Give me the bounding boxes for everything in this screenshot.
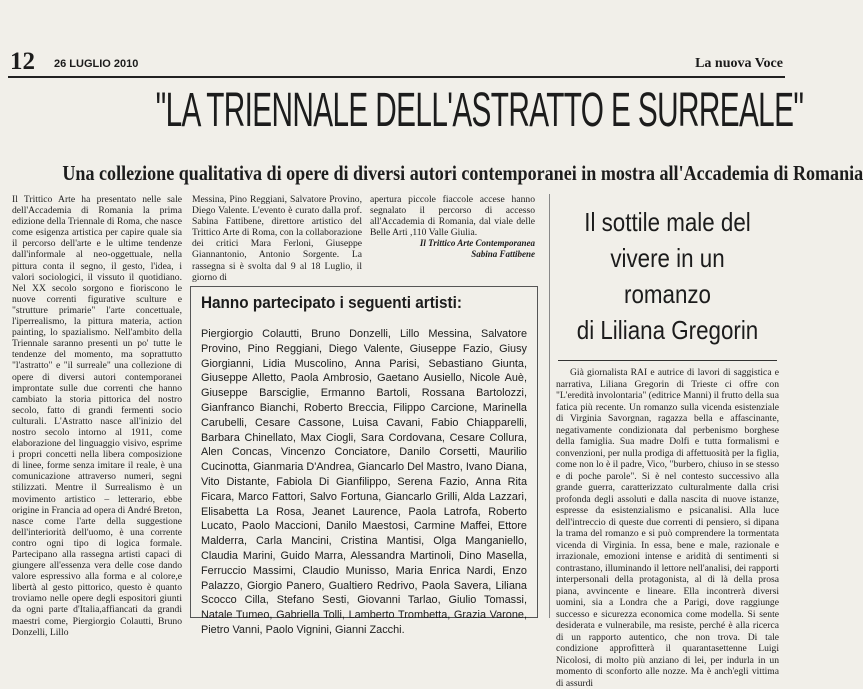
headline: "LA TRIENNALE DELL'ASTRATTO E SURREALE": [155, 84, 804, 137]
sidebar-title: [566, 204, 768, 348]
page-number: 12: [10, 48, 35, 75]
artists-box-title: Hanno partecipato i seguenti artisti:: [201, 293, 462, 312]
sidebar-title-line-2: vivere in un romanzo: [610, 243, 725, 309]
signature-author: Sabina Fattibene: [471, 249, 535, 260]
artists-box: [190, 286, 538, 636]
newspaper-name: La nuova Voce: [695, 56, 783, 71]
header-rule: [8, 76, 785, 78]
artists-list: Piergiorgio Colautti, Bruno Donzelli, Lillo Messina, Salvatore Provino, Pino Reggiani, Diego Valente, Giuseppe Fazio, Giusy Giorgianni, Lidia Muscolino, Anna Parisi, Sebastiano Giunta, Giuseppe Alletto, Paola Ambrosio, Gaetano Ausiello, Nicole Auè, Giuseppe Barsciglie, Ermanno Bartoli, Rossana Bartolozzi, Gianfranco Bianchi, Roberto Breccia, Filippo Carcione, Marinella Carubelli, Cesare Cassone, Luisa Cavani, Fabio Chiapparelli, Barbara Chinellato, Max Ciogli, Sara Cordovana, Cesare Collura, Alen Concas, Vincenzo Conciatore, Danilo Corsetti, Maurilio Cucinotta, Gianmaria D'Andrea, Giancarlo Del Mastro, Ivano Diana, Vito Distante, Fabiola Di Gianfilippo, Serena Fazio, Anna Rita Ficara, Marco Fattori, Salvo Fortuna, Giancarlo Grilli, Alda Lazzari, Elisabetta La Rosa, Jeanet Laurence, Paola Latrofa, Roberto Lucato, Paolo Maccioni, Danilo Maestosi, Carmine Maffei, Ettore Malderra, Carla Mancini, Cristina Mantisi, Olga Manganiello, Claudia Marini, Guido Marra, Alessandra Martinoli, Dino Masella, Ferruccio Massimi, Claudio Munisso, Maria Enrica Nardi, Enzo Palazzo, Giorgio Panero, Gualtiero Redrivo, Paola Savera, Liliana Scocco Cilla, Stefano Sesti, Giovanni Tarlao, Giulio Tomassi, Natale Tumeo, Gabriella Tolli, Lamberto Trombetta, Grazia Varone, Pietro Vanni, Paolo Vignini, Gianni Zacchi.: [201, 328, 527, 636]
page-header: [8, 50, 785, 77]
article-column-3: [370, 194, 535, 284]
sidebar-title-line-3: di Liliana Gregorin: [576, 315, 759, 345]
signature-organization: Il Trittico Arte Contemporanea: [419, 238, 535, 249]
article-column-1: Il Trittico Arte ha presentato nelle sale dell'Accademia di Romania la prima edizione della Triennale di Roma, che nasce come esigenza artistica per capire quale sia il percorso dell'arte e le ultime tendenze dall'informale al neo-oggettuale, nella pittura conta il segno, il gesto, l'idea, i valori sociologici, il vissuto il quotidiano. Nel XX secolo sorgono e fioriscono le nuove correnti figurative sculture e "strutture primarie" l'arte concettuale, l'iperrealismo, la pittura materia, action painting, lo spazialismo. Nell'ambito della Triennale saranno presenti un po' tutte le tendenze del momento, ma soprattutto "l'astratto" e "il surreale" una collezione di opere di diversi autori contemporanei improntate sulle due correnti che hanno cambiato la storia pittorica del nostro secolo, fatto di grandi fermenti socio culturali. L'Astratto nasce all'inizio del nostro secolo intorno al 1911, come elaborazione del linguaggio visivo, esprime i propri concetti nella libera composizione di linee, forme senza imitare il reale, è una comunicazione attraverso numeri, segni stilizzati. Mentre il Surrealismo è un movimento artistico – letterario, ebbe origine in Francia ad opera di André Breton, nasce come l'arte della suggestione dell'interiorità dell'uomo, è una corrente contro ogni tipo di logica formale. Partecipano alla rassegna artisti capaci di giungere all'essenza vera delle cose dando valore espressivo alla forma e al colore,e libertà al gesto pittorico, questo è quanto troviamo nelle opere degli espositori giunti da ogni parte d'Italia,affiancati da grandi maestri come, Piergiorgio Colautti, Bruno Donzelli, Lillo: [12, 194, 182, 638]
sidebar-title-line-1: Il sottile male del: [584, 207, 751, 237]
article-column-2: Messina, Pino Reggiani, Salvatore Provino, Diego Valente. L'evento è curato dalla prof. Sabina Fattibene, direttore artistico del Trittico Arte di Roma, con la collaborazione dei critici Mara Ferloni, Giuseppe Giannantonio, Antonio Sorgente. La rassegna si è svolta dal 9 al 18 Luglio, il giorno di: [192, 194, 362, 283]
sidebar-article: [549, 194, 785, 689]
sidebar-text: Già giornalista RAI e autrice di lavori di saggistica e narrativa, Liliana Gregorin di Trieste ci offre con "L'eredità involontaria" (editrice Manni) il frutto della sua fatica più recente. Un romanzo sulla vicenda esistenziale di Virginia Savorgnan, ragazza bella e affascinante, negativamente condizionata dal perbenismo borghese della famiglia. Sua madre Dolfi e tutta formalismi e convenzioni, per nulla prodiga di affettuosità per la figlia, come non lo è il padre, Vico, "burbero, chiuso in se stesso e di poche parole". Si è nel contesto successivo alla grande guerra, caratterizzato culturalmente dalla crisi profonda degli assoluti e dalla nascita di nuove istanze, espresse da esistenzialismo e psicanalisi. Alla luce dell'intreccio di queste due correnti di pensiero, si dipana la trama del romanzo e si può comprendere la tormentata vicenda di Virginia. In essa, bene e male, razionale e irrazionale, emozioni intense e aridità di sentimenti si contrastano, illuminando il lettore nell'analisi, dei rapporti interpersonali della protagonista, al di là della prosa piana, avvincente e lineare. Ella incontrerà diversi uomini, sia a Londra che a Parigi, dove raggiunge successo e sicurezza economica come modella. Si sente desiderata e vulnerabile, ma resiste, perché è alla ricerca di un rapporto autentico, che non trova. Di tale condizione approfitterà il quarantasettenne Luigi Nicolosi, di molto più anziano di lei, per indurla in un momento di sconforto alle nozze. Ma è anch'egli vittima di assurdi: [556, 367, 779, 689]
sidebar-rule: [558, 360, 777, 361]
article-column-3-text: apertura piccole fiaccole accese hanno segnalato il percorso di accesso all'Accademia di Romania, dal viale delle Belle Arti ,110 Valle Giulia.: [370, 194, 535, 239]
subheadline: Una collezione qualitativa di opere di diversi autori contemporanei in mostra all'Accademia di Romania: [62, 161, 863, 185]
issue-date: 26 LUGLIO 2010: [54, 58, 139, 70]
